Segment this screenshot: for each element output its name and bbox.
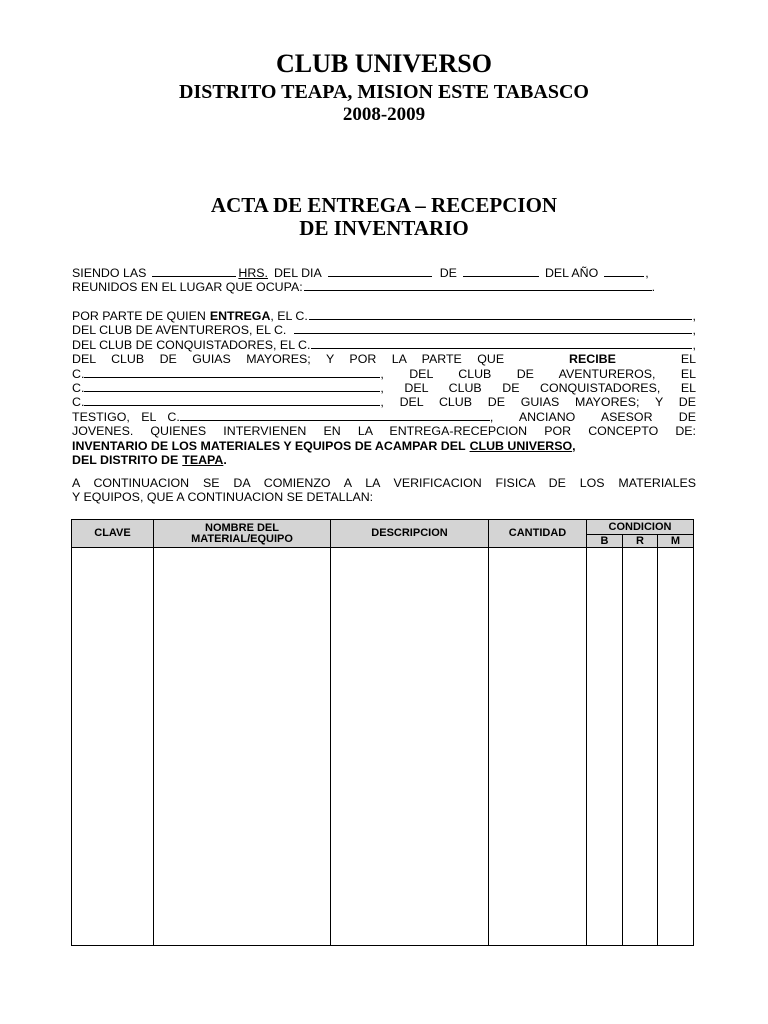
- header-descripcion: DESCRIPCION: [331, 520, 489, 548]
- condition-m-cell[interactable]: [658, 548, 694, 946]
- continuation-line2: Y EQUIPOS, QUE A CONTINUACION SE DETALLAN:: [72, 490, 374, 505]
- recibe-text: RECIBE: [569, 352, 616, 367]
- descripcion-cell[interactable]: [331, 548, 489, 946]
- nombre-cell[interactable]: [154, 548, 331, 946]
- intro-paragraph: SIENDO LAS HRS. DEL DIA DE DEL AÑO , REUNIDOS EN EL LUGAR QUE OCUPA: .: [72, 266, 656, 295]
- condition-b-cell[interactable]: [587, 548, 623, 946]
- reunidos-text: REUNIDOS EN EL LUGAR QUE OCUPA:: [72, 280, 303, 295]
- district-heading: DISTRITO TEAPA, MISION ESTE TABASCO: [179, 81, 589, 103]
- table-row: [72, 548, 694, 946]
- year-field[interactable]: [604, 266, 644, 277]
- document-title-line1: ACTA DE ENTREGA – RECEPCION: [210, 193, 558, 217]
- header-condition-m: M: [658, 535, 694, 548]
- parties-paragraph: POR PARTE DE QUIEN ENTREGA , EL C. , DEL CLUB DE AVENTUREROS, EL C. , DEL CLUB DE CONQUISTADORES, EL C. , DEL CLUB DE GUIAS MAYORES; Y POR LA PARTE QUE RECIBE EL C. , DEL CLUB DE AVENTUREROS, EL C. , DEL CLUB DE CONQUISTADORES, EL C. , DEL CLUB DE GUIAS MAYORES; Y DE TESTIGO, EL C. , ANCIANO ASESOR DE JOVENES. QUIENES INTERVIENEN EN LA ENTREGA-RECEPCION POR CONCEPTO DE: INVENTARIO DE LOS MATERIALES Y EQUIPOS DE ACAMPAR DEL CLUB UNIVERSO , DEL DISTRITO DE TEAPA .: [72, 309, 696, 467]
- location-field[interactable]: [304, 280, 652, 291]
- del-dia-text: DEL DIA: [273, 266, 322, 280]
- cantidad-cell[interactable]: [489, 548, 587, 946]
- header-condition-r: R: [623, 535, 658, 548]
- concept-text: INVENTARIO DE LOS MATERIALES Y EQUIPOS DE ACAMPAR DEL: [72, 438, 466, 453]
- c-text-2: C.: [72, 380, 85, 395]
- testigo-text: TESTIGO, EL C.: [72, 409, 180, 424]
- anciano-text: , ANCIANO ASESOR DE: [489, 409, 696, 424]
- del-ano-text: DEL AÑO: [544, 266, 599, 280]
- entrega-text: ENTREGA: [209, 309, 271, 323]
- c-text-1: C.: [72, 366, 85, 381]
- el-c-text: , EL C.: [270, 309, 308, 323]
- por-parte-text: POR PARTE DE QUIEN: [72, 309, 206, 323]
- continuation-line1: A CONTINUACION SE DA COMIENZO A LA VERIFICACION FISICA DE LOS MATERIALES: [72, 476, 696, 490]
- hour-field[interactable]: [152, 266, 236, 277]
- header-clave: CLAVE: [72, 520, 154, 548]
- header-condicion: CONDICION: [587, 520, 694, 535]
- siendo-las-text: SIENDO LAS: [72, 266, 147, 280]
- witness-field[interactable]: [180, 410, 490, 421]
- c-text-3: C.: [72, 395, 85, 410]
- condition-r-cell[interactable]: [623, 548, 658, 946]
- header-cantidad: CANTIDAD: [489, 520, 587, 548]
- receiving-conquistadores-text: , DEL CLUB DE CONQUISTADORES, EL: [380, 380, 696, 395]
- delivering-person-field[interactable]: [309, 309, 692, 320]
- el-text: EL: [680, 352, 696, 367]
- hrs-text: HRS.: [238, 266, 268, 280]
- receiving-aventureros-field[interactable]: [84, 381, 380, 392]
- document-title-line2: DE INVENTARIO: [299, 216, 469, 240]
- jovenes-text: JOVENES. QUIENES INTERVIENEN EN LA ENTREGA-RECEPCION POR CONCEPTO DE:: [72, 424, 696, 439]
- concept-district-label: DEL DISTRITO DE: [72, 452, 179, 467]
- concept-club-text: CLUB UNIVERSO: [469, 438, 573, 453]
- header-nombre: NOMBRE DEL MATERIAL/EQUIPO: [154, 520, 331, 548]
- day-field[interactable]: [328, 266, 432, 277]
- del-club-aventureros-text: DEL CLUB DE AVENTUREROS, EL C.: [72, 323, 287, 338]
- delivering-aventureros-field[interactable]: [294, 323, 691, 334]
- receiving-conquistadores-field[interactable]: [84, 395, 380, 406]
- del-club-guias-text: DEL CLUB DE GUIAS MAYORES; Y POR LA PARTE QUE: [72, 352, 505, 367]
- inventory-table: [71, 519, 694, 946]
- month-field[interactable]: [463, 266, 539, 277]
- concept-district-text: TEAPA: [182, 452, 224, 467]
- receiving-person-field[interactable]: [84, 367, 380, 378]
- club-name: CLUB UNIVERSO: [276, 49, 492, 78]
- continuation-paragraph: [72, 476, 696, 505]
- del-club-conquistadores-text: DEL CLUB DE CONQUISTADORES, EL C.: [72, 337, 311, 352]
- de-text: DE: [439, 266, 457, 280]
- receiving-guias-text: , DEL CLUB DE GUIAS MAYORES; Y DE: [380, 395, 696, 410]
- clave-cell[interactable]: [72, 548, 154, 946]
- header-condition-b: B: [587, 535, 623, 548]
- receiving-aventureros-text: , DEL CLUB DE AVENTUREROS, EL: [380, 366, 696, 381]
- period-heading: 2008-2009: [342, 104, 426, 125]
- delivering-conquistadores-field[interactable]: [311, 338, 691, 349]
